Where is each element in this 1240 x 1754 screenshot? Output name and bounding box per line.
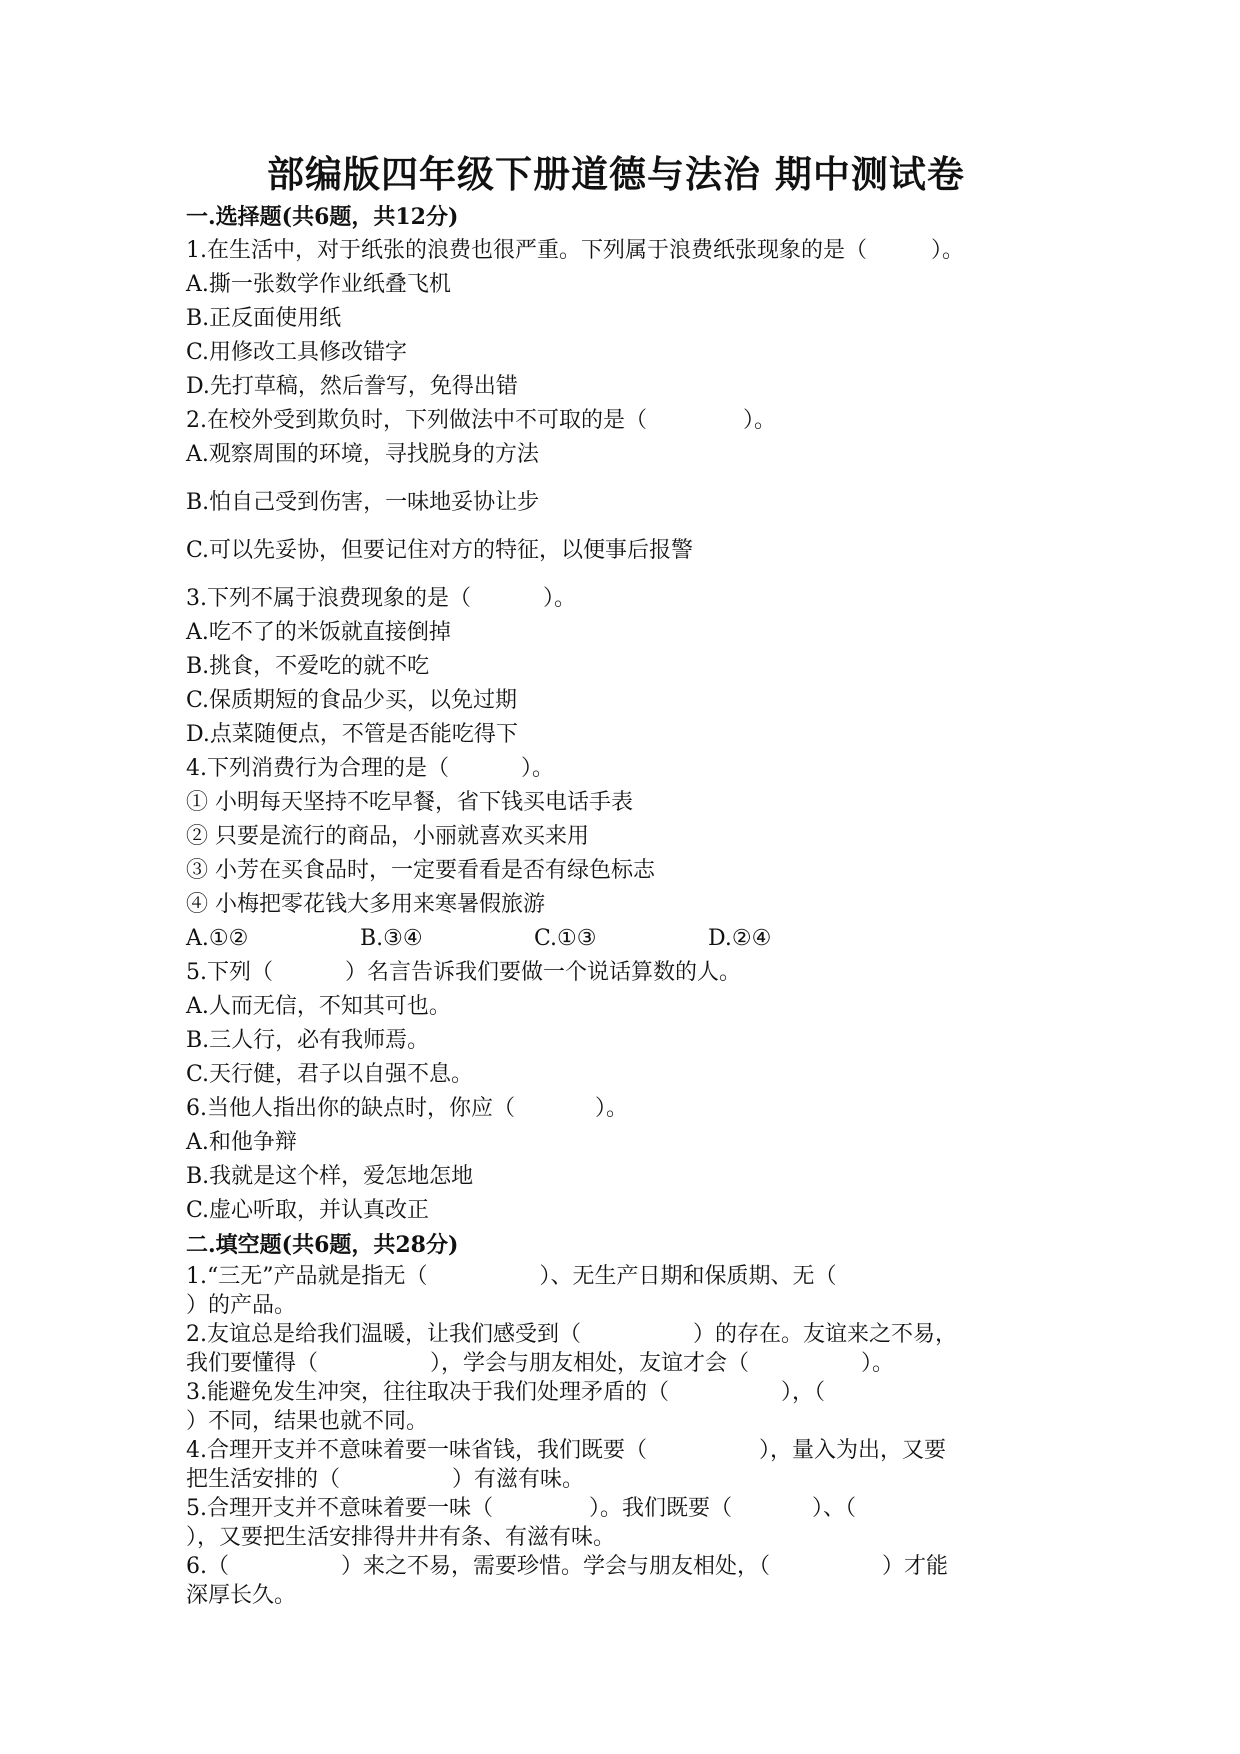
statement-line: ③ 小芳在买食品时，一定要看看是否有绿色标志 <box>186 858 655 883</box>
option-line: B.怕自己受到伤害，一味地妥协让步 <box>186 490 540 515</box>
question-6-stem: 6.当他人指出你的缺点时，你应（ ）。 <box>186 1096 629 1121</box>
statement-line: ④ 小梅把零花钱大多用来寒暑假旅游 <box>186 892 545 917</box>
question-5-stem: 5.下列（ ）名言告诉我们要做一个说话算数的人。 <box>186 960 742 985</box>
fill-question-2: 2.友谊总是给我们温暖，让我们感受到（ ）的存在。友谊来之不易， 我们要懂得（ ），学会与朋友相处，友谊才会（ ）。 <box>186 1322 958 1376</box>
option-line: B.我就是这个样，爱怎地怎地 <box>186 1164 474 1189</box>
fill-question-1: 1.“三无”产品就是指无（ ）、无生产日期和保质期、无（ ）的产品。 <box>186 1264 837 1318</box>
section-fill-heading: 二.填空题(共6题，共28分) <box>186 1232 459 1258</box>
fill-question-6: 6.（ ）来之不易，需要珍惜。学会与朋友相处，（ ）才能 深厚长久。 <box>186 1554 949 1608</box>
statement-line: ② 只要是流行的商品，小丽就喜欢买来用 <box>186 824 589 849</box>
option-line: D.先打草稿，然后誊写，免得出错 <box>186 374 518 399</box>
option-line: A.撕一张数学作业纸叠飞机 <box>186 272 451 297</box>
option-line: A.观察周围的环境，寻找脱身的方法 <box>186 442 539 467</box>
option-line: C.用修改工具修改错字 <box>186 340 408 365</box>
option-a: A.①② <box>186 926 249 951</box>
option-line: A.人而无信，不知其可也。 <box>186 994 451 1019</box>
option-line: B.正反面使用纸 <box>186 306 342 331</box>
section-choice-heading: 一.选择题(共6题，共12分) <box>186 204 459 230</box>
option-c: C.①③ <box>534 926 597 951</box>
option-line: A.和他争辩 <box>186 1130 297 1155</box>
option-line: A.吃不了的米饭就直接倒掉 <box>186 620 451 645</box>
option-line: C.保质期短的食品少买，以免过期 <box>186 688 518 713</box>
fill-question-4: 4.合理开支并不意味着要一味省钱，我们既要（ ），量入为出，又要 把生活安排的（ ）有滋有味。 <box>186 1438 947 1492</box>
fill-in-questions <box>186 1262 1086 1610</box>
option-line: C.可以先妥协，但要记住对方的特征，以便事后报警 <box>186 538 694 563</box>
statement-line: ① 小明每天坚持不吃早餐，省下钱买电话手表 <box>186 790 633 815</box>
option-d: D.②④ <box>708 926 772 951</box>
option-line: B.三人行，必有我师焉。 <box>186 1028 430 1053</box>
option-b: B.③④ <box>360 926 423 951</box>
page-title: 部编版四年级下册道德与法治 期中测试卷 <box>267 152 965 196</box>
question-2-stem: 2.在校外受到欺负时，下列做法中不可取的是（ ）。 <box>186 408 777 433</box>
option-line: B.挑食，不爱吃的就不吃 <box>186 654 430 679</box>
fill-question-3: 3.能避免发生冲突，往往取决于我们处理矛盾的（ ），（ ）不同，结果也就不同。 <box>186 1380 826 1434</box>
exam-page <box>186 148 1086 1610</box>
option-row <box>186 922 1086 956</box>
option-line: D.点菜随便点，不管是否能吃得下 <box>186 722 518 747</box>
question-1-stem: 1.在生活中，对于纸张的浪费也很严重。下列属于浪费纸张现象的是（ ）。 <box>186 238 965 263</box>
option-line: C.虚心听取，并认真改正 <box>186 1198 430 1223</box>
option-line: C.天行健，君子以自强不息。 <box>186 1062 474 1087</box>
fill-question-5: 5.合理开支并不意味着要一味（ ）。我们既要（ ）、（ ），又要把生活安排得井井有条、有滋有味。 <box>186 1496 857 1550</box>
question-4-stem: 4.下列消费行为合理的是（ ）。 <box>186 756 555 781</box>
question-3-stem: 3.下列不属于浪费现象的是（ ）。 <box>186 586 577 611</box>
